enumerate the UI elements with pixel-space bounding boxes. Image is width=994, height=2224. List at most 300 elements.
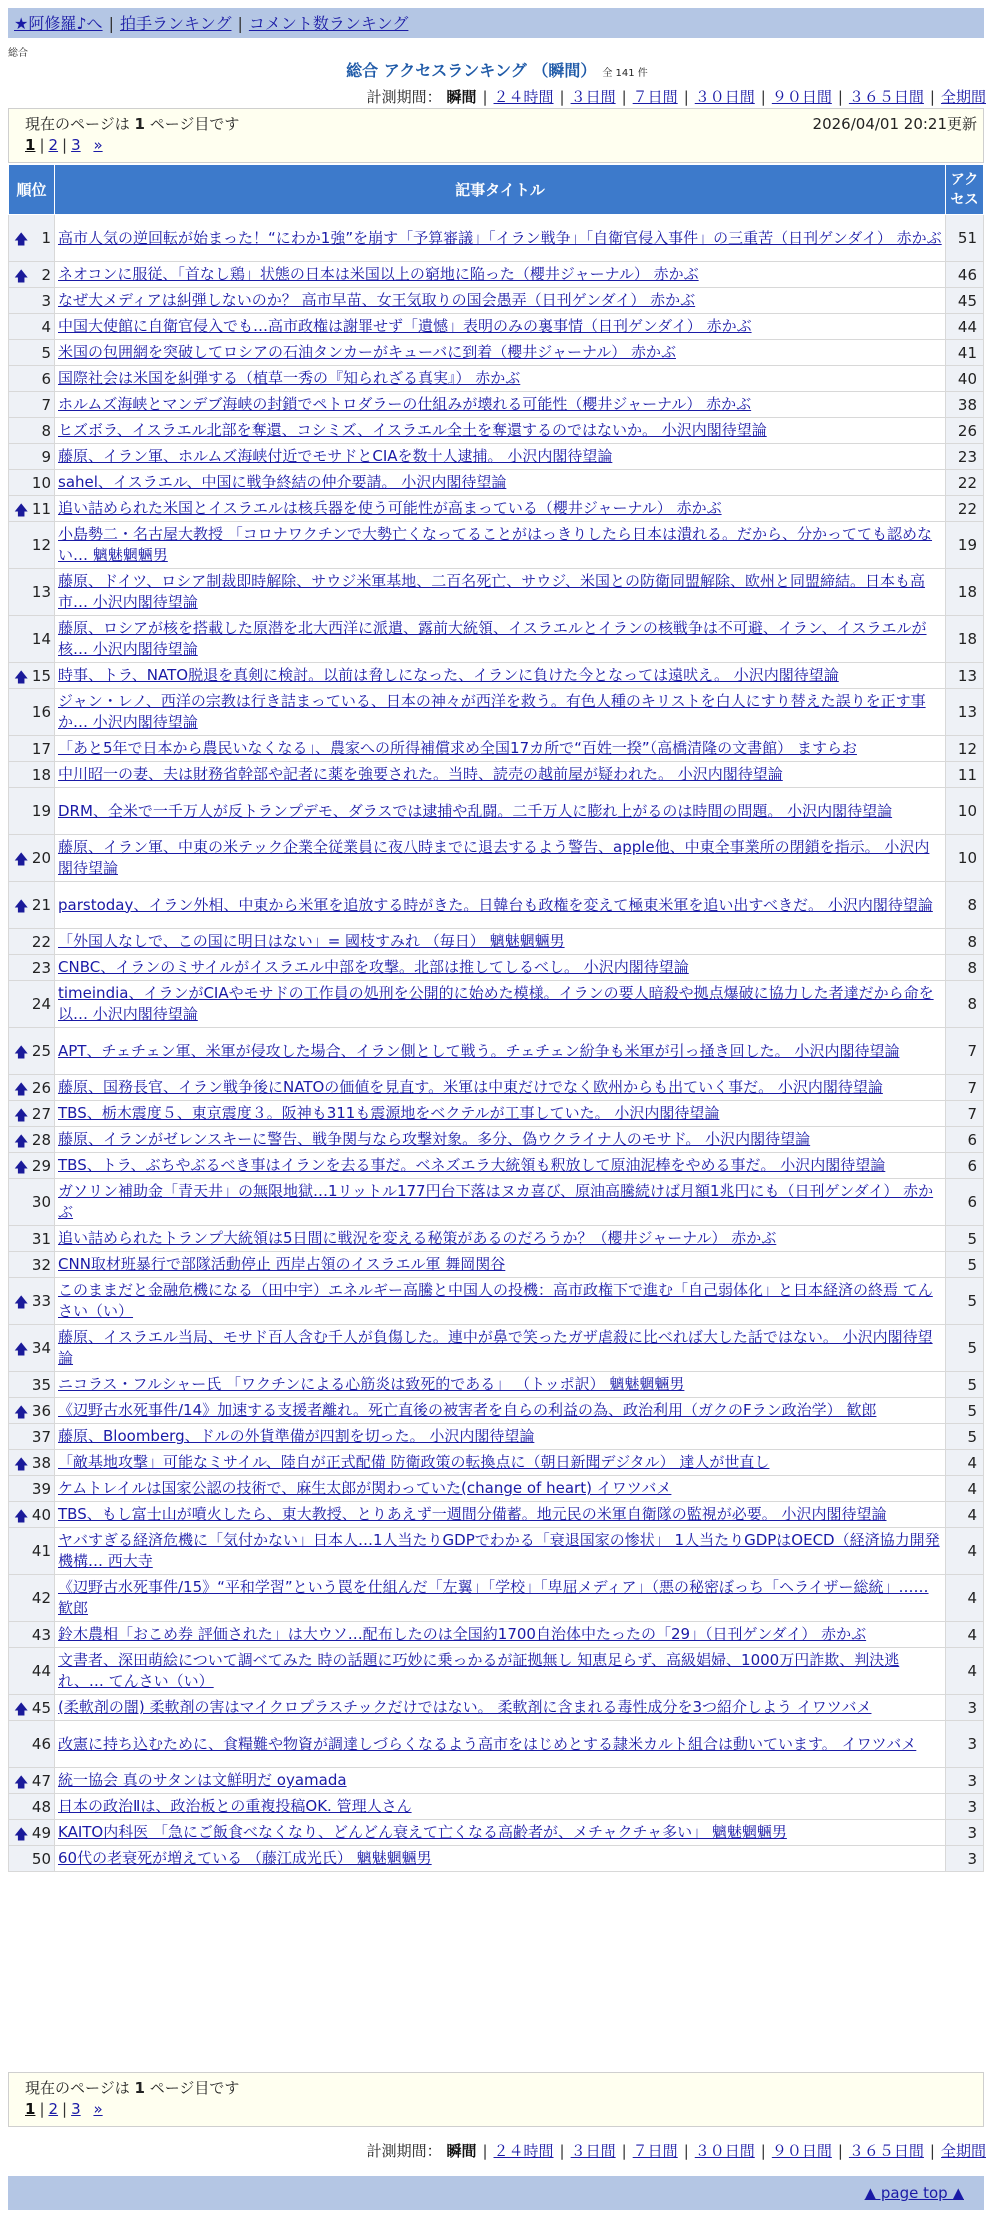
- table-row: [9, 616, 984, 663]
- rank-number: 2: [41, 265, 51, 284]
- table-row: [9, 262, 984, 288]
- title-cell: [55, 1179, 946, 1226]
- rank-cell: [9, 444, 55, 470]
- period-link-7d[interactable]: ７日間: [632, 2142, 678, 2160]
- period-link-24h[interactable]: ２４時間: [493, 88, 554, 106]
- article-link[interactable]: APT、チェチェン軍、米軍が侵攻した場合、イラン側として戦う。チェチェン紛争も米軍が引っ掻き回した。 小沢内閣待望論: [58, 1041, 900, 1060]
- access-count: 12: [946, 736, 984, 762]
- rank-number: 37: [31, 1427, 51, 1446]
- access-count: 4: [946, 1476, 984, 1502]
- rank-number: 48: [31, 1797, 51, 1816]
- title-cell: [55, 1372, 946, 1398]
- title-cell: [55, 366, 946, 392]
- rank-up-arrow-icon: 🡅: [14, 1404, 29, 1421]
- article-link[interactable]: 小島勢二・名古屋大教授 「コロナワクチンで大勢亡くなってることがはっきりしたら日本は潰れる。だから、分かってても認めない… 魑魅魍魎男: [58, 525, 933, 564]
- table-row: [9, 470, 984, 496]
- page-info-top: [8, 108, 984, 163]
- rank-number: 15: [31, 666, 51, 685]
- access-count: 13: [946, 689, 984, 736]
- article-link[interactable]: TBS、栃木震度５、東京震度３。阪神も311も震源地をベクテルが工事していた。 小沢内閣待望論: [58, 1104, 720, 1122]
- article-link[interactable]: 追い詰められた米国とイスラエルは核兵器を使う可能性が高まっている（櫻井ジャーナル） 赤かぶ: [58, 499, 722, 517]
- rank-up-arrow-icon: 🡅: [14, 1107, 29, 1124]
- rank-number: 18: [31, 765, 51, 784]
- table-row: [9, 1575, 984, 1622]
- title-cell: [55, 835, 946, 882]
- title-cell: [55, 262, 946, 288]
- rank-number: 19: [31, 802, 51, 820]
- article-link[interactable]: 「あと5年で日本から農民いなくなる」、農家への所得補償求め全国17カ所で“百姓一揆”（高橋清隆の文書館） ますらお: [58, 739, 857, 757]
- article-link[interactable]: 藤原、イラン軍、中東の米テック企業全従業員に夜八時までに退去するよう警告、apple他、中東全事業所の閉鎖を指示。 小沢内閣待望論: [58, 838, 930, 877]
- rank-number: 8: [41, 421, 51, 440]
- article-link[interactable]: CNN取材班暴行で部隊活動停止 西岸占領のイスラエル軍 舞岡関谷: [58, 1255, 506, 1273]
- applause-ranking-link[interactable]: 拍手ランキング: [119, 14, 232, 33]
- pager-link-2[interactable]: 2: [48, 136, 59, 154]
- rank-cell: [9, 1153, 55, 1179]
- access-count: 3: [946, 1695, 984, 1721]
- article-link[interactable]: 藤原、ドイツ、ロシア制裁即時解除、サウジ米軍基地、二百名死亡、サウジ、米国との防衛同盟解除、欧州と同盟締結。日本も高市… 小沢内閣待望論: [58, 572, 926, 611]
- table-row: [9, 663, 984, 689]
- period-link-365d[interactable]: ３６５日間: [848, 2142, 924, 2160]
- rank-number: 11: [31, 499, 51, 518]
- access-count: 4: [946, 1450, 984, 1476]
- title-cell: [55, 1648, 946, 1695]
- table-row: [9, 1325, 984, 1372]
- access-count: 3: [946, 1846, 984, 1872]
- period-label: 計測期間：: [366, 2142, 442, 2160]
- rank-number: 49: [31, 1823, 51, 1842]
- access-count: 19: [946, 522, 984, 569]
- pager-current: 1: [25, 136, 36, 154]
- title-cell: [55, 1575, 946, 1622]
- rank-cell: [9, 788, 55, 835]
- rank-up-arrow-icon: 🡅: [14, 1774, 29, 1791]
- bottom-bar: [8, 2176, 984, 2210]
- table-row: [9, 1153, 984, 1179]
- rank-cell: [9, 366, 55, 392]
- title-cell: [55, 1820, 946, 1846]
- rank-number: 17: [31, 739, 51, 758]
- table-row: [9, 215, 984, 262]
- table-row: [9, 288, 984, 314]
- rank-number: 47: [31, 1771, 51, 1790]
- rank-cell: [9, 215, 55, 262]
- rank-up-arrow-icon: 🡅: [14, 268, 29, 285]
- article-link[interactable]: 統一協会 真のサタンは文鮮明だ oyamada: [58, 1771, 347, 1789]
- title-cell: [55, 929, 946, 955]
- table-row: [9, 1528, 984, 1575]
- table-row: [9, 392, 984, 418]
- title-cell: [55, 1101, 946, 1127]
- article-link[interactable]: 中川昭一の妻、夫は財務省幹部や記者に薬を強要された。当時、読売の越前屋が疑われた。 小沢内閣待望論: [58, 765, 783, 783]
- rank-number: 13: [31, 583, 51, 601]
- rank-cell: [9, 1424, 55, 1450]
- title-cell: [55, 1075, 946, 1101]
- pager-link-3[interactable]: 3: [71, 136, 81, 154]
- article-link[interactable]: TBS、トラ、ぶちやぶるべき事はイランを去る事だ。ベネズエラ大統領も釈放して原油泥棒をやめる事だ。 小沢内閣待望論: [58, 1156, 886, 1174]
- access-count: 18: [946, 569, 984, 616]
- table-row: [9, 418, 984, 444]
- access-count: 6: [946, 1127, 984, 1153]
- table-row: [9, 689, 984, 736]
- rank-up-arrow-icon: 🡅: [14, 669, 29, 686]
- title-cell: [55, 1127, 946, 1153]
- rank-number: 45: [31, 1698, 51, 1717]
- title-cell: [55, 955, 946, 981]
- rank-cell: [9, 1648, 55, 1695]
- rank-cell: [9, 1028, 55, 1075]
- rank-number: 39: [31, 1479, 51, 1498]
- title-cell: [55, 288, 946, 314]
- article-link[interactable]: ジャン・レノ、西洋の宗教は行き詰まっている、日本の神々が西洋を救う。有色人種のキリストを白人にすり替えた誤りを正す事か… 小沢内閣待望論: [58, 692, 926, 731]
- article-link[interactable]: ガソリン補助金「青天井」の無限地獄…1リットル177円台下落はヌカ喜び、原油高騰続けば月額1兆円にも（日刊ゲンダイ） 赤かぶ: [58, 1182, 934, 1221]
- period-link-90d[interactable]: ９０日間: [771, 2142, 832, 2160]
- title-cell: [55, 1398, 946, 1424]
- rank-cell: [9, 1820, 55, 1846]
- title-cell: [55, 1028, 946, 1075]
- access-count: 10: [946, 788, 984, 835]
- access-count: 41: [946, 340, 984, 366]
- total-count: 全 141 件: [602, 68, 648, 79]
- access-count: 6: [946, 1153, 984, 1179]
- title-cell: [55, 1695, 946, 1721]
- rank-cell: [9, 1695, 55, 1721]
- access-count: 13: [946, 663, 984, 689]
- rank-cell: [9, 1179, 55, 1226]
- period-link-all[interactable]: 全期間: [940, 88, 986, 106]
- pager-link-2[interactable]: 2: [48, 2100, 59, 2118]
- access-count: 8: [946, 955, 984, 981]
- article-link[interactable]: 改憲に持ち込むために、食糧難や物資が調達しづらくなるよう高市をはじめとする隷米カルト組合は動いています。 イワツバメ: [58, 1734, 917, 1753]
- updated-timestamp: 2026/04/01 20:21更新: [812, 115, 977, 133]
- rank-cell: [9, 1226, 55, 1252]
- access-count: 44: [946, 314, 984, 340]
- article-link[interactable]: (柔軟剤の闇) 柔軟剤の害はマイクロプラスチックだけではない。 柔軟剤に含まれる毒性成分を3つ紹介しよう イワツバメ: [58, 1698, 872, 1716]
- rank-cell: [9, 418, 55, 444]
- title-cell: [55, 392, 946, 418]
- table-row: [9, 1179, 984, 1226]
- table-row: [9, 1075, 984, 1101]
- article-link[interactable]: KAITO内科医 「急にご飯食べなくなり、どんどん衰えて亡くなる高齢者が、メチャクチャ多い」 魑魅魍魎男: [58, 1823, 787, 1841]
- article-link[interactable]: 追い詰められたトランプ大統領は5日間に戦況を変える秘策があるのだろうか？（櫻井ジャーナル） 赤かぶ: [58, 1229, 777, 1247]
- article-link[interactable]: 《辺野古水死事件/15》“平和学習”という罠を仕組んだ「左翼」「学校」「卑屈メディア」（悪の秘密ぼっち「ヘライザー総統」…… 歓郎: [58, 1578, 929, 1617]
- rank-number: 4: [41, 317, 51, 336]
- rank-number: 22: [31, 932, 51, 951]
- comment-ranking-link[interactable]: コメント数ランキング: [248, 14, 409, 33]
- article-link[interactable]: ヒズボラ、イスラエル北部を奪還、コシミズ、イスラエル全土を奪還するのではないか。 小沢内閣待望論: [58, 421, 767, 439]
- title-cell: [55, 1252, 946, 1278]
- rank-up-arrow-icon: 🡅: [14, 502, 29, 519]
- access-count: 18: [946, 616, 984, 663]
- nav-separator: |: [237, 14, 243, 33]
- article-link[interactable]: 《辺野古水死事件/14》加速する支援者離れ。死亡直後の被害者を自らの利益の為、政治利用（ガクのFラン政治学） 歓郎: [58, 1401, 877, 1419]
- article-link[interactable]: ヤバすぎる経済危機に「気付かない」日本人…1人当たりGDPでわかる「衰退国家の惨状」 1人当たりGDPはOECD（経済協力開発機構… 西大寺: [58, 1531, 940, 1570]
- article-link[interactable]: 「外国人なしで、この国に明日はない」= 國枝すみれ （毎日） 魑魅魍魎男: [58, 932, 565, 950]
- access-count: 51: [946, 215, 984, 262]
- pager-current: 1: [25, 2100, 36, 2118]
- title-cell: [55, 215, 946, 262]
- title-cell: [55, 1226, 946, 1252]
- title-cell: [55, 689, 946, 736]
- article-link[interactable]: 藤原、イラン軍、ホルムズ海峡付近でモサドとCIAを数十人逮捕。 小沢内閣待望論: [58, 447, 613, 465]
- rank-cell: [9, 762, 55, 788]
- table-row: [9, 736, 984, 762]
- rank-number: 41: [31, 1542, 51, 1560]
- title-cell: [55, 788, 946, 835]
- title-cell: [55, 981, 946, 1028]
- rank-cell: [9, 1502, 55, 1528]
- rank-cell: [9, 1101, 55, 1127]
- rank-number: 40: [31, 1505, 51, 1524]
- rank-number: 35: [31, 1375, 51, 1394]
- article-link[interactable]: このままだと金融危機になる（田中宇）エネルギー高騰と中国人の投機：高市政権下で進む「自己弱体化」と日本経済の終焉 てんさい（い）: [58, 1281, 933, 1320]
- rank-number: 24: [31, 995, 51, 1013]
- rank-number: 1: [41, 229, 51, 247]
- rank-number: 44: [31, 1662, 51, 1680]
- rank-number: 46: [31, 1735, 51, 1753]
- rank-number: 43: [31, 1625, 51, 1644]
- article-link[interactable]: 藤原、国務長官、イラン戦争後にNATOの価値を見直す。米軍は中東だけでなく欧州からも出ていく事だ。 小沢内閣待望論: [58, 1078, 883, 1096]
- table-row: [9, 788, 984, 835]
- rank-number: 31: [31, 1229, 51, 1248]
- pager-next[interactable]: »: [93, 2100, 103, 2118]
- rank-up-arrow-icon: 🡅: [14, 1826, 29, 1843]
- access-count: 6: [946, 1179, 984, 1226]
- table-row: [9, 1768, 984, 1794]
- pager-top: 1 | 2 | 3 »: [25, 136, 103, 154]
- article-link[interactable]: 高市人気の逆回転が始まった！“にわか1強”を崩す「予算審議」「イラン戦争」「自衛官侵入事件」の三重苦（日刊ゲンダイ） 赤かぶ: [58, 228, 942, 247]
- rank-up-arrow-icon: 🡅: [14, 1701, 29, 1718]
- rank-cell: [9, 496, 55, 522]
- article-link[interactable]: 60代の老衰死が増えている （藤江成光氏） 魑魅魍魎男: [58, 1849, 432, 1867]
- access-count: 26: [946, 418, 984, 444]
- article-link[interactable]: ケムトレイルは国家公認の技術で、麻生太郎が関わっていた(change of heart) イワツバメ: [58, 1479, 672, 1497]
- rank-cell: [9, 929, 55, 955]
- article-link[interactable]: 日本の政治Ⅱは、政治板との重複投稿OK. 管理人さん: [58, 1797, 412, 1815]
- period-link-365d[interactable]: ３６５日間: [848, 88, 924, 106]
- page-title: [0, 58, 994, 81]
- title-header: 記事タイトル: [55, 165, 946, 215]
- rank-cell: [9, 981, 55, 1028]
- access-count: 3: [946, 1768, 984, 1794]
- title-cell: [55, 340, 946, 366]
- rank-cell: [9, 1721, 55, 1768]
- pager-link-3[interactable]: 3: [71, 2100, 81, 2118]
- table-row: [9, 1424, 984, 1450]
- article-link[interactable]: ホルムズ海峡とマンデブ海峡の封鎖でペトロダラーの仕組みが壊れる可能性（櫻井ジャーナル） 赤かぶ: [58, 395, 752, 413]
- rank-number: 7: [41, 395, 51, 414]
- period-label: 計測期間：: [366, 88, 442, 106]
- table-row: [9, 1398, 984, 1424]
- rank-cell: [9, 1846, 55, 1872]
- title-cell: [55, 762, 946, 788]
- rank-up-arrow-icon: 🡅: [14, 1508, 29, 1525]
- article-link[interactable]: 藤原、ロシアが核を搭載した原潜を北大西洋に派遣、露前大統領、イスラエルとイランの核戦争は不可避、イラン、イスラエルが核… 小沢内閣待望論: [58, 619, 927, 658]
- access-count: 7: [946, 1101, 984, 1127]
- rank-cell: [9, 1528, 55, 1575]
- article-link[interactable]: sahel、イスラエル、中国に戦争終結の仲介要請。 小沢内閣待望論: [58, 473, 507, 491]
- title-cell: [55, 882, 946, 929]
- table-row: [9, 1695, 984, 1721]
- rank-number: 6: [41, 369, 51, 388]
- rank-number: 28: [31, 1130, 51, 1149]
- nav-separator: |: [108, 14, 114, 33]
- access-count: 5: [946, 1398, 984, 1424]
- rank-up-arrow-icon: 🡅: [14, 899, 29, 915]
- access-count: 5: [946, 1424, 984, 1450]
- period-current: 瞬間: [446, 88, 477, 106]
- table-row: [9, 1794, 984, 1820]
- rank-number: 32: [31, 1255, 51, 1274]
- ranking-table: [8, 164, 984, 1872]
- title-cell: [55, 1794, 946, 1820]
- rank-number: 3: [41, 291, 51, 310]
- rank-up-arrow-icon: 🡅: [14, 1045, 29, 1061]
- table-row: [9, 929, 984, 955]
- rank-up-arrow-icon: 🡅: [14, 1342, 29, 1358]
- rank-number: 20: [31, 849, 51, 867]
- rank-cell: [9, 1450, 55, 1476]
- rank-cell: [9, 569, 55, 616]
- rank-number: 26: [31, 1078, 51, 1097]
- table-row: [9, 1252, 984, 1278]
- home-link[interactable]: ★阿修羅♪へ: [14, 14, 103, 33]
- article-link[interactable]: timeindia、イランがCIAやモサドの工作員の処刑を公開的に始めた模様。イランの要人暗殺や拠点爆破に協力した者達だから命を以… 小沢内閣待望論: [58, 984, 934, 1023]
- rank-up-arrow-icon: 🡅: [14, 1456, 29, 1473]
- period-link-90d[interactable]: ９０日間: [771, 88, 832, 106]
- title-cell: [55, 1153, 946, 1179]
- rank-number: 36: [31, 1401, 51, 1420]
- article-link[interactable]: ニコラス・フルシャー氏 「ワクチンによる心筋炎は致死的である」 （トッポ訳） 魑魅魍魎男: [58, 1375, 685, 1393]
- table-row: [9, 1127, 984, 1153]
- table-row: [9, 522, 984, 569]
- period-link-30d[interactable]: ３０日間: [694, 88, 755, 106]
- title-cell: [55, 1476, 946, 1502]
- access-count: 3: [946, 1794, 984, 1820]
- title-cell: [55, 522, 946, 569]
- table-row: [9, 340, 984, 366]
- article-link[interactable]: 藤原、Bloomberg、ドルの外貨準備が四割を切った。 小沢内閣待望論: [58, 1427, 535, 1445]
- table-row: [9, 835, 984, 882]
- article-link[interactable]: 藤原、イスラエル当局、モサド百人含む千人が負傷した。連中が鼻で笑ったガザ虐殺に比べれば大した話ではない。 小沢内閣待望論: [58, 1328, 933, 1367]
- table-row: [9, 1101, 984, 1127]
- article-link[interactable]: 鈴木農相「おこめ券 評価された」は大ウソ…配布したのは全国約1700自治体中たったの「29」（日刊ゲンダイ） 赤かぶ: [58, 1625, 867, 1643]
- table-row: [9, 1622, 984, 1648]
- current-page-text: 現在のページは 1 ページ目です: [25, 2079, 240, 2097]
- table-row: [9, 1820, 984, 1846]
- rank-cell: [9, 835, 55, 882]
- period-link-3d[interactable]: ３日間: [570, 2142, 616, 2160]
- access-count: 4: [946, 1575, 984, 1622]
- article-link[interactable]: parstoday、イラン外相、中東から米軍を追放する時がきた。日韓台も政権を変えて極東米軍を追い出すべきだ。 小沢内閣待望論: [58, 895, 933, 914]
- rank-cell: [9, 1768, 55, 1794]
- article-link[interactable]: 文書者、深田萌絵について調べてみた 時の話題に巧妙に乗っかるが証拠無し 知恵足らず、高級娼婦、1000万円詐欺、判決逃れ、… てんさい（い）: [58, 1651, 900, 1690]
- page-title-text: 総合 アクセスランキング （瞬間）: [346, 61, 597, 80]
- article-link[interactable]: 中国大使館に自衛官侵入でも…高市政権は謝罪せず「遺憾」表明のみの裏事情（日刊ゲンダイ） 赤かぶ: [58, 317, 752, 335]
- title-cell: [55, 1721, 946, 1768]
- access-header: アクセス: [946, 165, 984, 215]
- article-link[interactable]: CNBC、イランのミサイルがイスラエル中部を攻撃。北部は推してしるべし。 小沢内閣待望論: [58, 958, 689, 976]
- period-selector-top: 計測期間： 瞬間 | ２４時間 | ３日間 | ７日間 | ３０日間 | ９０日間 | ３６５日間 | 全期間: [366, 88, 986, 106]
- access-count: 7: [946, 1075, 984, 1101]
- article-link[interactable]: TBS、もし富士山が噴火したら、東大教授、とりあえず一週間分備蓄。地元民の米軍自衛隊の監視が必要。 小沢内閣待望論: [58, 1505, 887, 1523]
- article-link[interactable]: 「敵基地攻撃」可能なミサイル、陸自が正式配備 防衛政策の転換点に（朝日新聞デジタル） 達人が世直し: [58, 1453, 770, 1471]
- rank-up-arrow-icon: 🡅: [14, 1133, 29, 1150]
- rank-cell: [9, 1278, 55, 1325]
- table-row: [9, 444, 984, 470]
- table-row: [9, 1648, 984, 1695]
- title-cell: [55, 663, 946, 689]
- article-link[interactable]: ネオコンに服従、「首なし鶏」状態の日本は米国以上の窮地に陥った（櫻井ジャーナル） 赤かぶ: [58, 265, 699, 283]
- title-cell: [55, 444, 946, 470]
- access-count: 3: [946, 1721, 984, 1768]
- page-top-link[interactable]: ▲ page top ▲: [864, 2184, 964, 2202]
- rank-cell: [9, 1127, 55, 1153]
- rank-cell: [9, 1398, 55, 1424]
- article-link[interactable]: 米国の包囲網を突破してロシアの石油タンカーがキューバに到着（櫻井ジャーナル） 赤かぶ: [58, 343, 676, 361]
- period-link-all[interactable]: 全期間: [940, 2142, 986, 2160]
- table-row: [9, 1278, 984, 1325]
- table-row: [9, 955, 984, 981]
- pager-bottom: 1 | 2 | 3 »: [25, 2100, 103, 2118]
- table-row: [9, 981, 984, 1028]
- rank-number: 30: [31, 1193, 51, 1211]
- rank-number: 38: [31, 1453, 51, 1472]
- rank-cell: [9, 955, 55, 981]
- rank-number: 23: [31, 958, 51, 977]
- period-link-24h[interactable]: ２４時間: [493, 2142, 554, 2160]
- rank-up-arrow-icon: 🡅: [14, 1081, 29, 1098]
- table-row: [9, 1372, 984, 1398]
- pager-next[interactable]: »: [93, 136, 103, 154]
- access-count: 22: [946, 470, 984, 496]
- table-row: [9, 1721, 984, 1768]
- title-cell: [55, 569, 946, 616]
- rank-cell: [9, 1794, 55, 1820]
- article-link[interactable]: 藤原、イランがゼレンスキーに警告、戦争関与なら攻撃対象。多分、偽ウクライナ人のモサド。 小沢内閣待望論: [58, 1130, 811, 1148]
- access-count: 46: [946, 262, 984, 288]
- rank-cell: [9, 689, 55, 736]
- table-row: [9, 1502, 984, 1528]
- rank-number: 21: [31, 896, 51, 914]
- article-link[interactable]: DRM、全米で一千万人が反トランプデモ、ダラスでは逮捕や乱闘。二千万人に膨れ上がるのは時間の問題。 小沢内閣待望論: [58, 801, 893, 820]
- rank-cell: [9, 314, 55, 340]
- rank-cell: [9, 1372, 55, 1398]
- rank-number: 14: [31, 630, 51, 648]
- title-cell: [55, 736, 946, 762]
- period-link-3d[interactable]: ３日間: [570, 88, 616, 106]
- rank-cell: [9, 736, 55, 762]
- rank-cell: [9, 882, 55, 929]
- access-count: 5: [946, 1278, 984, 1325]
- access-count: 38: [946, 392, 984, 418]
- access-count: 5: [946, 1226, 984, 1252]
- title-cell: [55, 1846, 946, 1872]
- article-link[interactable]: なぜ大メディアは糾弾しないのか？ 高市早苗、女王気取りの国会愚弄（日刊ゲンダイ） 赤かぶ: [58, 291, 696, 309]
- article-link[interactable]: 時事、トラ、NATO脱退を真剣に検討。以前は脅しになった、イランに負けた今となっては遠吠え。 小沢内閣待望論: [58, 666, 839, 684]
- table-row: [9, 569, 984, 616]
- table-row: [9, 1846, 984, 1872]
- title-cell: [55, 1502, 946, 1528]
- access-count: 5: [946, 1372, 984, 1398]
- rank-cell: [9, 1325, 55, 1372]
- rank-cell: [9, 1575, 55, 1622]
- table-row: [9, 1476, 984, 1502]
- period-link-30d[interactable]: ３０日間: [694, 2142, 755, 2160]
- rank-cell: [9, 470, 55, 496]
- period-link-7d[interactable]: ７日間: [632, 88, 678, 106]
- rank-cell: [9, 663, 55, 689]
- article-link[interactable]: 国際社会は米国を糾弾する（植草一秀の『知られざる真実』） 赤かぶ: [58, 369, 521, 387]
